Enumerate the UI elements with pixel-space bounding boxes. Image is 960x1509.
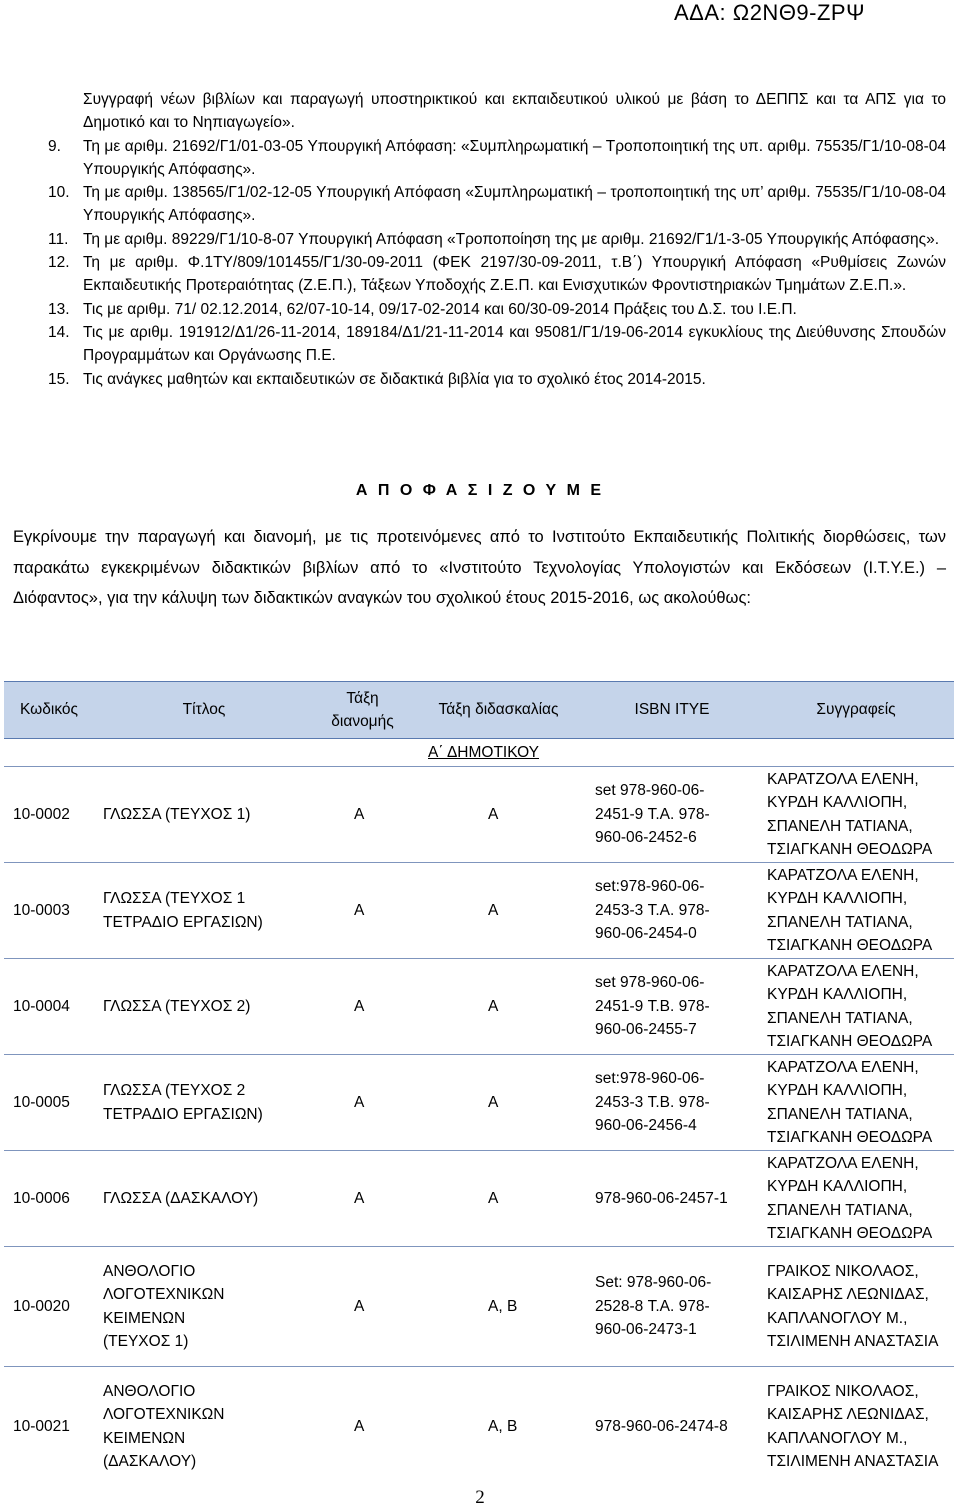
item-number: 15. [48, 370, 70, 388]
list-item [48, 321, 946, 368]
cell-authors: ΚΑΡΑΤΖΟΛΑ ΕΛΕΝΗ, ΚΥΡΔΗ ΚΑΛΛΙΟΠΗ, ΣΠΑΝΕΛΗ ΤΑΤΙΑΝΑ, ΤΣΙΑΓΚΑΝΗ ΘΕΟΔΩΡΑ [758, 1151, 954, 1247]
header-title: Τίτλος [94, 682, 314, 739]
section-label [4, 739, 954, 767]
item-number: 11. [48, 230, 69, 248]
section-label-text: Α΄ ΔΗΜΟΤΙΚΟΥ [428, 743, 539, 761]
cell-distribution-class: Α [314, 767, 411, 863]
list-item [48, 88, 946, 135]
page-number: 2 [475, 1487, 485, 1508]
cell-code: 10-0004 [4, 959, 94, 1055]
header-distribution-class: Τάξη διανομής [314, 682, 411, 739]
item-number: 9. [48, 137, 61, 155]
cell-teaching-class: Α, Β [488, 1418, 518, 1435]
header-code: Κωδικός [4, 682, 94, 739]
cell-authors: ΓΡΑΙΚΟΣ ΝΙΚΟΛΑΟΣ, ΚΑΙΣΑΡΗΣ ΛΕΩΝΙΔΑΣ, ΚΑΠΛΑΝΟΓΛΟΥ Μ., ΤΣΙΛΙΜΕΝΗ ΑΝΑΣΤΑΣΙΑ [767, 1382, 939, 1471]
list-item [48, 228, 946, 251]
cell-teaching-class: Α [411, 1151, 586, 1247]
table-header-row [4, 682, 954, 739]
books-table [4, 681, 954, 1487]
ada-code: ΑΔΑ: Ω2ΝΘ9-ΖΡΨ [673, 0, 865, 25]
cell-code: 10-0021 [13, 1418, 70, 1435]
item-text: Τις με αριθμ. 71/ 02.12.2014, 62/07-10-14, 09/17-02-2014 και 60/30-09-2014 Πράξεις του Δ.Σ. του Ι.Ε.Π. [83, 300, 797, 318]
cell-code: 10-0020 [4, 1247, 94, 1367]
cell-authors: ΓΡΑΙΚΟΣ ΝΙΚΟΛΑΟΣ, ΚΑΙΣΑΡΗΣ ΛΕΩΝΙΔΑΣ, ΚΑΠΛΑΝΟΓΛΟΥ Μ., ΤΣΙΛΙΜΕΝΗ ΑΝΑΣΤΑΣΙΑ [758, 1247, 954, 1367]
item-number: 13. [48, 300, 70, 318]
item-number: 10. [48, 184, 70, 202]
item-number [48, 88, 83, 135]
cell-code: 10-0005 [4, 1055, 94, 1151]
cell-authors: ΚΑΡΑΤΖΟΛΑ ΕΛΕΝΗ, ΚΥΡΔΗ ΚΑΛΛΙΟΠΗ, ΣΠΑΝΕΛΗ ΤΑΤΙΑΝΑ, ΤΣΙΑΓΚΑΝΗ ΘΕΟΔΩΡΑ [758, 863, 954, 959]
cell-title: ΓΛΩΣΣΑ (ΤΕΥΧΟΣ 1) [94, 767, 314, 863]
cell-title: ΓΛΩΣΣΑ (ΤΕΥΧΟΣ 2 ΤΕΤΡΑΔΙΟ ΕΡΓΑΣΙΩΝ) [94, 1055, 314, 1151]
table-row [4, 1151, 954, 1247]
cell-teaching-class: Α [411, 767, 586, 863]
item-text: Τη με αριθμ. Φ.1ΤΥ/809/101455/Γ1/30-09-2011 (ΦΕΚ 2197/30-09-2011, τ.Β΄) Υπουργική Απόφαση «Ρυθμίσεις Ζωνών Εκπαιδευτικής Προτεραιότητας (Ζ.Ε.Π.), Τάξεων Υποδοχής Ζ.Ε.Π. και Ενισχυτικών Φροντιστηριακών Τμημάτων Ζ.Ε.Π.». [83, 254, 946, 295]
header-authors: Συγγραφείς [758, 682, 954, 739]
cell-isbn: set 978-960-06-2451-9 Τ.Β. 978-960-06-2455-7 [586, 959, 758, 1055]
table-row [4, 863, 954, 959]
cell-distribution-class: Α [314, 1151, 411, 1247]
item-text: Τη με αριθμ. 21692/Γ1/01-03-05 Υπουργική Απόφαση: «Συμπληρωματική – Τροποποιητική της υπ. αριθμ. 75535/Γ1/10-08-04 Υπουργικής Απόφασης». [83, 137, 946, 178]
cell-code: 10-0002 [4, 767, 94, 863]
table-row [4, 1247, 954, 1367]
cell-distribution-class: Α [354, 1418, 365, 1435]
item-number: 14. [48, 323, 70, 341]
cell-title: ΓΛΩΣΣΑ (ΤΕΥΧΟΣ 2) [94, 959, 314, 1055]
decision-paragraph: Εγκρίνουμε την παραγωγή και διανομή, με τις προτεινόμενες από το Ινστιτούτο Εκπαιδευτικής Πολιτικής διορθώσεις, των παρακάτω εγκεκριμένων διδακτικών βιβλίων από το «Ινστιτούτο Τεχνολογίας Υπολογιστών και Εκδόσεων (Ι.Τ.Υ.Ε.) – Διόφαντος», για την κάλυψη των διδακτικών αναγκών του σχολικού έτους 2015-2016, ως ακολούθως: [13, 528, 946, 607]
cell-teaching-class: Α [411, 1055, 586, 1151]
table-row [4, 767, 954, 863]
item-text: Τη με αριθμ. 138565/Γ1/02-12-05 Υπουργική Απόφαση «Συμπληρωματική – τροποποιητική της υπ’ αριθμ. 75535/Γ1/10-08-04 Υπουργικής Απόφασης». [83, 184, 946, 225]
table-row [4, 959, 954, 1055]
cell-authors: ΚΑΡΑΤΖΟΛΑ ΕΛΕΝΗ, ΚΥΡΔΗ ΚΑΛΛΙΟΠΗ, ΣΠΑΝΕΛΗ ΤΑΤΙΑΝΑ, ΤΣΙΑΓΚΑΝΗ ΘΕΟΔΩΡΑ [758, 767, 954, 863]
table-row [4, 1055, 954, 1151]
cell-title: ΑΝΘΟΛΟΓΙΟ ΛΟΓΟΤΕΧΝΙΚΩΝ ΚΕΙΜΕΝΩΝ (ΤΕΥΧΟΣ 1) [94, 1247, 314, 1367]
cell-distribution-class: Α [314, 1247, 411, 1367]
item-text: Τις με αριθμ. 191912/Δ1/26-11-2014, 189184/Δ1/21-11-2014 και 95081/Γ1/19-06-2014 εγκυκλίους της Διεύθυνσης Σπουδών Προγραμμάτων και Οργάνωσης Π.Ε. [83, 323, 946, 365]
cell-authors: ΚΑΡΑΤΖΟΛΑ ΕΛΕΝΗ, ΚΥΡΔΗ ΚΑΛΛΙΟΠΗ, ΣΠΑΝΕΛΗ ΤΑΤΙΑΝΑ, ΤΣΙΑΓΚΑΝΗ ΘΕΟΔΩΡΑ [758, 959, 954, 1055]
cell-isbn: set:978-960-06-2453-3 Τ.Α. 978-960-06-2454-0 [586, 863, 758, 959]
cell-code: 10-0003 [4, 863, 94, 959]
list-item [48, 298, 946, 321]
cell-distribution-class: Α [314, 863, 411, 959]
cell-title: ΓΛΩΣΣΑ (ΤΕΥΧΟΣ 1 ΤΕΤΡΑΔΙΟ ΕΡΓΑΣΙΩΝ) [94, 863, 314, 959]
cell-isbn: 978-960-06-2457-1 [586, 1151, 758, 1247]
list-item [48, 368, 946, 391]
item-number: 12. [48, 254, 70, 272]
cell-isbn: set:978-960-06-2453-3 Τ.Β. 978-960-06-2456-4 [586, 1055, 758, 1151]
cell-code: 10-0006 [4, 1151, 94, 1247]
section-row [4, 739, 954, 767]
item-text: Τη με αριθμ. 89229/Γ1/10-8-07 Υπουργική Απόφαση «Τροποποίηση της με αριθμ. 21692/Γ1/1-3-05 Υπουργικής Απόφασης». [83, 230, 940, 248]
list-item [48, 181, 946, 228]
list-item [48, 135, 946, 182]
table-row [4, 1367, 954, 1487]
cell-title: ΓΛΩΣΣΑ (ΔΑΣΚΑΛΟΥ) [94, 1151, 314, 1247]
cell-isbn: 978-960-06-2474-8 [595, 1418, 728, 1435]
cell-teaching-class: Α [411, 959, 586, 1055]
header-isbn: ISBN ΙΤΥΕ [586, 682, 758, 739]
list-item [48, 251, 946, 298]
cell-distribution-class: Α [314, 959, 411, 1055]
cell-isbn: set 978-960-06-2451-9 Τ.Α. 978-960-06-2452-6 [586, 767, 758, 863]
decision-heading: Α Π Ο Φ Α Σ Ι Ζ Ο Υ Μ Ε [355, 482, 605, 499]
item-text: Τις ανάγκες μαθητών και εκπαιδευτικών σε διδακτικά βιβλία για το σχολικό έτος 2014-2015. [83, 370, 706, 388]
legal-basis-list [48, 88, 946, 391]
header-teaching-class: Τάξη διδασκαλίας [411, 682, 586, 739]
cell-title: ΑΝΘΟΛΟΓΙΟ ΛΟΓΟΤΕΧΝΙΚΩΝ ΚΕΙΜΕΝΩΝ (ΔΑΣΚΑΛΟΥ) [103, 1382, 225, 1471]
cell-teaching-class: Α, Β [411, 1247, 586, 1367]
cell-isbn: Set: 978-960-06-2528-8 Τ.Α. 978-960-06-2473-1 [586, 1247, 758, 1367]
cell-teaching-class: Α [411, 863, 586, 959]
cell-distribution-class: Α [314, 1055, 411, 1151]
cell-authors: ΚΑΡΑΤΖΟΛΑ ΕΛΕΝΗ, ΚΥΡΔΗ ΚΑΛΛΙΟΠΗ, ΣΠΑΝΕΛΗ ΤΑΤΙΑΝΑ, ΤΣΙΑΓΚΑΝΗ ΘΕΟΔΩΡΑ [758, 1055, 954, 1151]
item-text: Συγγραφή νέων βιβλίων και παραγωγή υποστηρικτικού και εκπαιδευτικού υλικού με βάση το ΔΕΠΠΣ και τα ΑΠΣ για το Δημοτικό και το Νηπιαγωγείο». [83, 91, 946, 132]
